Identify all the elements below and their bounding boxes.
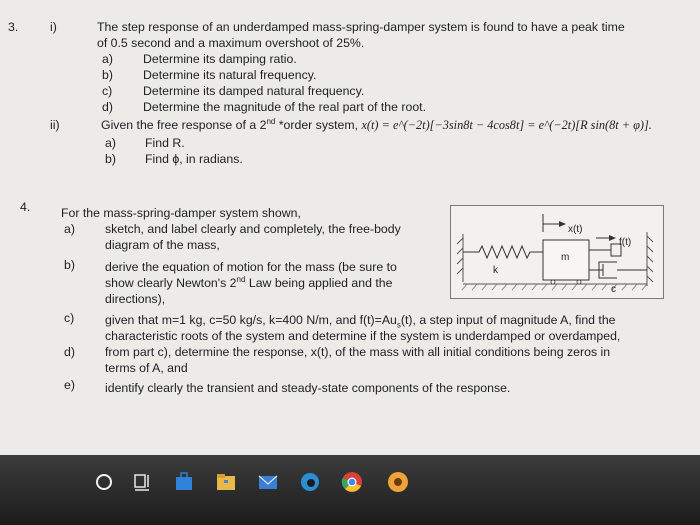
- spring: [463, 246, 543, 258]
- q4-d-line2: terms of A, and: [105, 361, 188, 375]
- q3-i-a-text: Determine its damping ratio.: [143, 52, 297, 66]
- q4-a-letter: a): [64, 222, 75, 236]
- f-label: f(t): [619, 237, 632, 248]
- q3-i-d-text: Determine the magnitude of the real part of the root.: [143, 100, 426, 114]
- q3-ii-a-letter: a): [105, 136, 116, 150]
- q4-a-line2: diagram of the mass,: [105, 238, 220, 252]
- q4-intro: For the mass-spring-damper system shown,: [61, 206, 301, 220]
- chrome-icon[interactable]: [340, 470, 364, 494]
- q3-i-line1: The step response of an underdamped mass-spring-damper system is found to have a peak time: [97, 20, 625, 34]
- c-label: c: [611, 284, 616, 295]
- force-input: [589, 238, 621, 256]
- q3-i-c-text: Determine its damped natural frequency.: [143, 84, 365, 98]
- x-label: x(t): [568, 224, 583, 235]
- store-icon[interactable]: [172, 470, 196, 494]
- q3-i-b-text: Determine its natural frequency.: [143, 68, 317, 82]
- system-diagram: [451, 206, 663, 298]
- q3-ii-a-text: Find R.: [145, 136, 185, 150]
- q4-c-line2: characteristic roots of the system and determine if the system is underdamped or overdamped,: [105, 329, 621, 343]
- part-ii-label: ii): [50, 118, 60, 132]
- question-4-number: 4.: [20, 200, 31, 214]
- q4-e-letter: e): [64, 378, 75, 392]
- q3-i-b-letter: b): [102, 68, 113, 82]
- mass-spring-damper-figure: [450, 205, 664, 299]
- q3-i-c-letter: c): [102, 84, 113, 98]
- q4-b-line3: directions),: [105, 292, 166, 306]
- q4-d-letter: d): [64, 345, 75, 359]
- q4-b-line1: derive the equation of motion for the mass (be sure to: [105, 260, 397, 274]
- q3-ii-b-letter: b): [105, 152, 116, 166]
- q4-e-line1: identify clearly the transient and steady-state components of the response.: [105, 381, 511, 395]
- q4-b-line2: show clearly Newton's 2nd Law being applied and the: [105, 274, 393, 290]
- app-icon[interactable]: [386, 470, 410, 494]
- q4-b-letter: b): [64, 258, 75, 272]
- part-i-label: i): [50, 20, 57, 34]
- q3-i-a-letter: a): [102, 52, 113, 66]
- q3-ii-intro: Given the free response of a 2nd *order system, x(t) = e^(−2t)[−3sin8t − 4cos8t] = e^(−2t)[R sin(8t + φ)].: [101, 116, 652, 132]
- q3-i-d-letter: d): [102, 100, 113, 114]
- task-view-icon[interactable]: [130, 470, 154, 494]
- displacement-arrow: [543, 214, 559, 232]
- m-label: m: [561, 252, 570, 263]
- file-explorer-icon[interactable]: [214, 470, 238, 494]
- edge-icon[interactable]: [298, 470, 322, 494]
- q3-i-line2: of 0.5 second and a maximum overshoot of 25%.: [97, 36, 365, 50]
- q4-c-line1: given that m=1 kg, c=50 kg/s, k=400 N/m, and $f(t)=Au_s(t)$, a step input of magnitude A, find the: [105, 313, 616, 330]
- q4-d-line1: from part c), determine the response, x(t), of the mass with all initial conditions being zeros in: [105, 345, 611, 359]
- q4-c-letter: c): [64, 311, 75, 325]
- k-label: k: [493, 265, 498, 276]
- q3-ii-b-text: Find ϕ, in radians.: [145, 152, 243, 166]
- q4-a-line1: sketch, and label clearly and completely, the free-body: [105, 222, 401, 236]
- free-response-equation: x(t) = e^(−2t)[−3sin8t − 4cos8t] = e^(−2t)[R sin(8t + φ)].: [361, 118, 652, 132]
- taskbar: [0, 455, 700, 525]
- mail-icon[interactable]: [256, 470, 280, 494]
- damper: [589, 262, 647, 278]
- windows-search-icon[interactable]: [92, 470, 116, 494]
- question-3-number: 3.: [8, 20, 19, 34]
